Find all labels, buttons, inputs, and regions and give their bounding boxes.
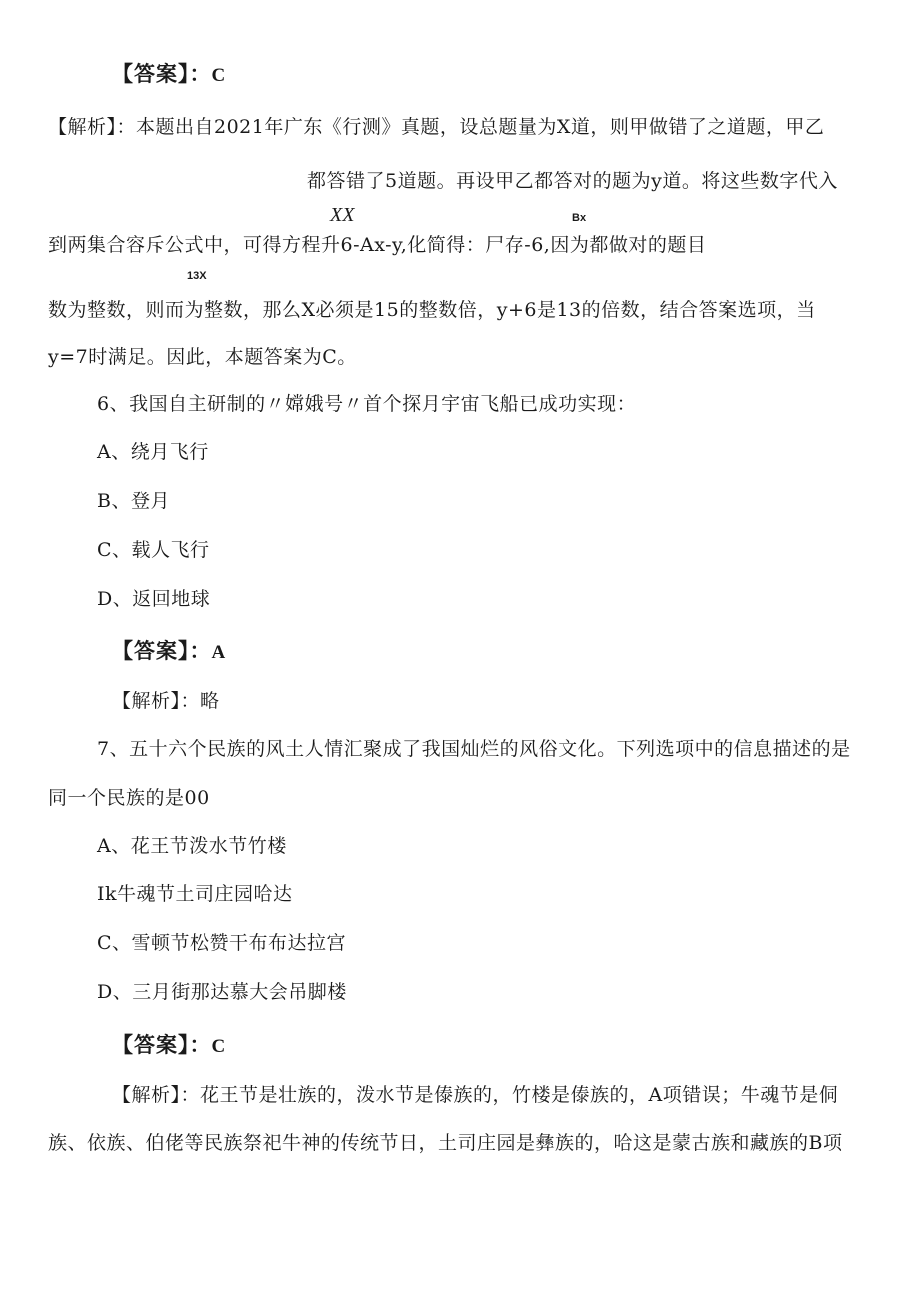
q5-analysis-line-3: 到两集合容斥公式中，可得方程升6-Ax-y,化简得：尸存-6,因为都做对的题目 <box>48 234 707 256</box>
q5-formula-xx: XX <box>330 204 355 226</box>
q7-answer-value: C <box>211 1036 227 1057</box>
q7-option-a: A、花王节泼水节竹楼 <box>97 835 287 857</box>
q6-option-d: D、返回地球 <box>97 588 211 610</box>
q5-answer <box>112 62 226 88</box>
q6-option-a: A、绕月飞行 <box>97 441 209 463</box>
q6-option-b: B、登月 <box>97 490 170 512</box>
q6-question: 6、我国自主研制的〃嫦娥号〃首个探月宇宙飞船已成功实现： <box>97 393 637 415</box>
q5-formula-13x: 13X <box>187 270 207 282</box>
q7-option-b: Ik牛魂节土司庄园哈达 <box>97 883 293 905</box>
q7-option-c: C、雪顿节松赞干布布达拉宫 <box>97 932 347 954</box>
q5-analysis-line-4: 数为整数，则而为整数，那么X必须是15的整数倍，y+6是13的倍数，结合答案选项，当 <box>48 299 816 321</box>
q7-answer <box>112 1033 226 1059</box>
q7-question-line-2: 同一个民族的是00 <box>48 787 210 809</box>
q6-answer-value: A <box>211 642 227 663</box>
q7-analysis-line-2: 族、依族、伯佬等民族祭祀牛神的传统节日，土司庄园是彝族的，哈这是蒙古族和藏族的B项 <box>48 1132 843 1154</box>
q7-analysis-line-1: 【解析】：花王节是壮族的，泼水节是傣族的，竹楼是傣族的，A项错误；牛魂节是侗 <box>112 1084 839 1106</box>
q5-analysis-line-5: y=7时满足。因此，本题答案为C。 <box>48 346 357 368</box>
q6-answer <box>112 639 226 665</box>
q7-answer-label: 【答案】： <box>112 1033 212 1057</box>
q5-formula-bx: Bx <box>572 212 587 224</box>
q5-analysis-line-2: 都答错了5道题。再设甲乙都答对的题为y道。将这些数字代入 <box>307 170 838 192</box>
q5-answer-value: C <box>211 65 227 86</box>
q6-answer-label: 【答案】： <box>112 639 212 663</box>
q6-option-c: C、载人飞行 <box>97 539 210 561</box>
q5-answer-label: 【答案】： <box>112 62 212 86</box>
q7-question-line-1: 7、五十六个民族的风土人情汇聚成了我国灿烂的风俗文化。下列选项中的信息描述的是 <box>97 738 851 760</box>
q7-option-d: D、三月街那达慕大会吊脚楼 <box>97 981 347 1003</box>
q5-analysis-line-1: 【解析】：本题出自2021年广东《行测》真题，设总题量为X道，则甲做错了之道题，甲乙 <box>48 116 825 138</box>
q6-analysis: 【解析】：略 <box>112 690 220 712</box>
